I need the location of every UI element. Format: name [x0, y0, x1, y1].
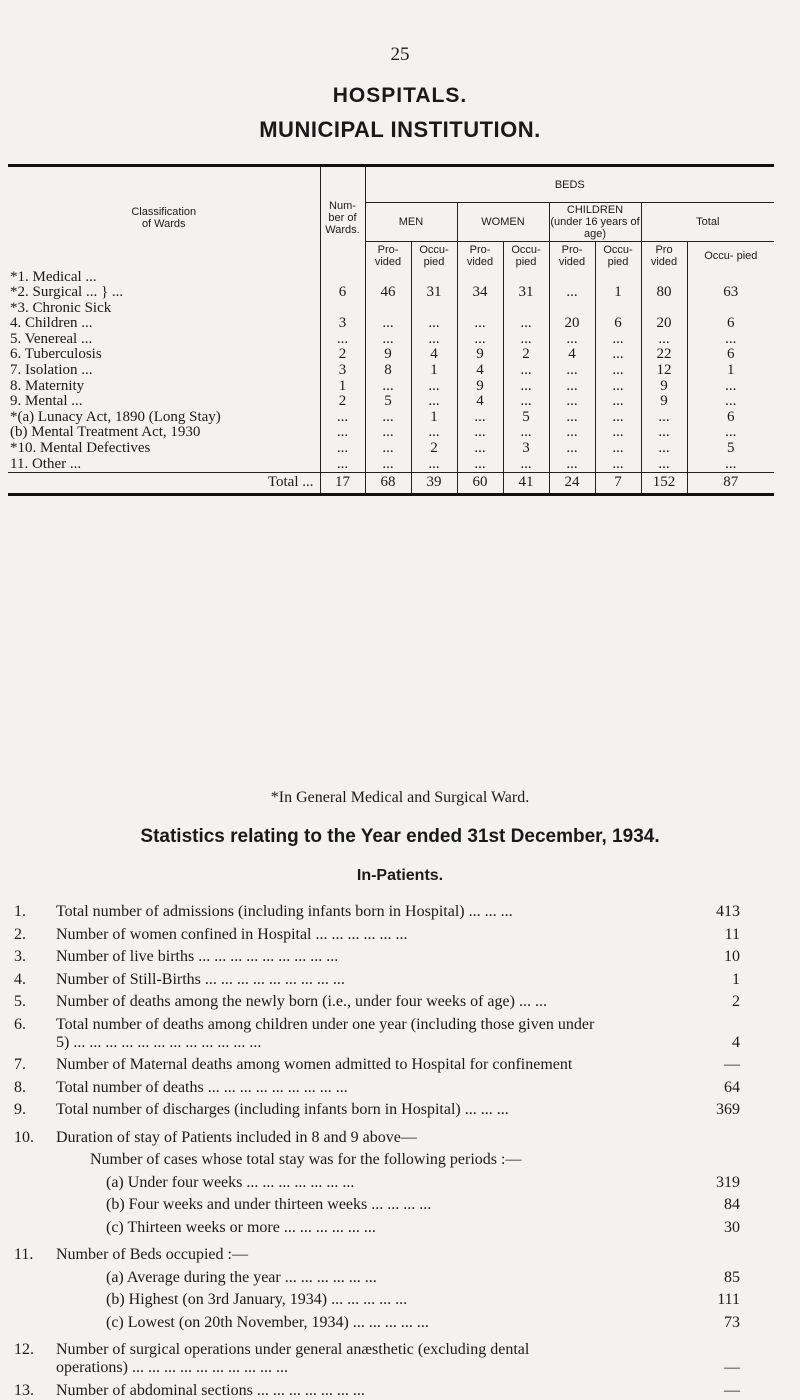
table-cell: ...	[595, 425, 641, 441]
stat-value: —	[724, 1381, 740, 1399]
stat-text: Number of deaths among the newly born (i.e., under four weeks of age) ... ...	[56, 993, 547, 1010]
inpatients-title: In-Patients.	[356, 867, 444, 884]
table-row	[8, 270, 774, 286]
stat-number: 11.	[14, 1246, 34, 1263]
table-cell: ...	[365, 457, 411, 473]
table-body	[8, 270, 774, 495]
table-cell: ...	[457, 441, 503, 457]
stat-number: 8.	[14, 1078, 26, 1096]
header-provided: Pro- vided	[457, 242, 503, 270]
stat-value: 4	[732, 1033, 740, 1051]
table-cell: 24	[549, 473, 595, 495]
table-cell: 7	[595, 473, 641, 495]
table-cell: ...	[503, 457, 549, 473]
total-row	[8, 473, 774, 495]
header-provided: Pro vided	[641, 242, 687, 270]
table-cell: ...	[320, 425, 365, 441]
table-cell	[503, 301, 549, 317]
table-cell: ...	[595, 347, 641, 363]
stat-text: (c) Lowest (on 20th November, 1934) ... ... ... ... ...	[106, 1313, 429, 1331]
table-cell: ...	[549, 379, 595, 395]
table-cell	[549, 301, 595, 317]
table-cell: 9	[457, 379, 503, 395]
table-cell: ...	[503, 425, 549, 441]
table-cell: ...	[503, 316, 549, 332]
table-cell: 87	[687, 473, 774, 495]
table-cell: ...	[411, 394, 457, 410]
table-cell: ...	[687, 394, 774, 410]
stat-number: 7.	[14, 1056, 26, 1073]
table-cell: 5	[503, 410, 549, 426]
table-cell: ...	[320, 410, 365, 426]
stat-text: (b) Four weeks and under thirteen weeks ... ... ... ...	[106, 1196, 432, 1213]
table-cell: 20	[549, 316, 595, 332]
stat-text: Number of live births ... ... ... ... ... ... ... ... ...	[56, 948, 339, 965]
stat-text: Number of cases whose total stay was for the following periods :—	[90, 1151, 522, 1168]
header-provided: Pro- vided	[549, 242, 595, 270]
table-cell: ...	[503, 379, 549, 395]
table-cell: ...	[687, 332, 774, 348]
table-cell: ...	[549, 441, 595, 457]
table-cell: 1	[411, 363, 457, 379]
table-cell: ...	[641, 410, 687, 426]
table-cell: ...	[365, 441, 411, 457]
table-cell: 68	[365, 473, 411, 495]
table-cell: 46	[365, 285, 411, 301]
table-cell: ...	[687, 379, 774, 395]
table-cell: ...	[457, 425, 503, 441]
table-cell: ...	[320, 457, 365, 473]
table-cell	[687, 301, 774, 317]
table-cell: 4	[549, 347, 595, 363]
table-cell: 1	[411, 410, 457, 426]
table-cell: 63	[687, 285, 774, 301]
stat-text: Number of Still-Births ... ... ... ... ... ... ... ... ...	[56, 970, 345, 988]
table-cell: 152	[641, 473, 687, 495]
table-cell: ...	[641, 457, 687, 473]
stat-value: 11	[724, 925, 740, 943]
header-women: WOMEN	[457, 203, 549, 242]
stat-number: 6.	[14, 1015, 26, 1033]
stat-text: Number of surgical operations under general anæsthetic (excluding dental	[56, 1341, 530, 1358]
table-cell: ...	[365, 316, 411, 332]
table-cell: 5	[365, 394, 411, 410]
table-cell: ...	[320, 441, 365, 457]
table-cell: ...	[595, 441, 641, 457]
header-provided: Pro- vided	[365, 242, 411, 270]
ward-label: (b) Mental Treatment Act, 1930	[10, 424, 201, 441]
table-cell: ...	[549, 394, 595, 410]
stat-number: 5.	[14, 993, 26, 1010]
beds-table	[8, 164, 774, 496]
ward-label: *3. Chronic Sick	[10, 299, 112, 316]
stat-value: 84	[724, 1196, 740, 1213]
footnote: *In General Medical and Surgical Ward.	[270, 789, 530, 806]
table-cell: ...	[503, 332, 549, 348]
table-cell: ...	[411, 457, 457, 473]
table-cell: 80	[641, 285, 687, 301]
table-cell: 3	[503, 441, 549, 457]
ward-label: 7. Isolation ...	[10, 362, 93, 379]
stat-number: 13.	[14, 1381, 34, 1399]
table-row	[8, 301, 774, 317]
stat-text: Total number of deaths among children under one year (including those given under	[56, 1015, 595, 1033]
ward-label: *10. Mental Defectives	[10, 440, 151, 457]
table-cell: ...	[641, 441, 687, 457]
ward-label: 6. Tuberculosis	[10, 346, 102, 363]
stat-value: 64	[724, 1078, 740, 1096]
section-title: MUNICIPAL INSTITUTION.	[259, 117, 541, 142]
stat-value: —	[724, 1056, 740, 1073]
table-cell: 31	[503, 285, 549, 301]
table-cell: ...	[549, 363, 595, 379]
header-men: MEN	[365, 203, 457, 242]
table-cell	[687, 270, 774, 286]
header-beds: BEDS	[365, 166, 774, 203]
table-row	[8, 363, 774, 379]
table-cell: ...	[549, 285, 595, 301]
header-classification: Classification of Wards	[131, 206, 197, 231]
table-cell: ...	[503, 363, 549, 379]
ward-label: 8. Maternity	[10, 377, 85, 394]
table-cell	[411, 270, 457, 286]
table-row	[8, 457, 774, 473]
table-cell: ...	[549, 425, 595, 441]
table-cell	[365, 270, 411, 286]
stat-text: Total number of discharges (including infants born in Hospital) ... ... ...	[56, 1101, 509, 1118]
stat-value: 30	[724, 1218, 740, 1236]
table-cell: ...	[320, 332, 365, 348]
stat-number: 10.	[14, 1128, 34, 1146]
stat-text: Total number of admissions (including infants born in Hospital) ... ... ...	[56, 903, 513, 920]
table-row	[8, 347, 774, 363]
table-cell: 2	[411, 441, 457, 457]
table-cell: ...	[457, 410, 503, 426]
table-row	[8, 441, 774, 457]
stat-number: 4.	[14, 970, 26, 988]
stat-text: Duration of stay of Patients included in 8 and 9 above—	[56, 1128, 417, 1146]
table-cell: 6	[687, 410, 774, 426]
page-number: 25	[390, 44, 410, 65]
table-cell: ...	[365, 410, 411, 426]
table-row	[8, 285, 774, 301]
table-cell: 6	[595, 316, 641, 332]
stat-value: 1	[732, 970, 740, 988]
header-total: Total	[641, 203, 774, 242]
ward-label: Total ...	[8, 473, 320, 495]
table-cell: 41	[503, 473, 549, 495]
ward-label: 5. Venereal ...	[10, 330, 93, 347]
stat-number: 9.	[14, 1101, 26, 1118]
table-cell	[457, 270, 503, 286]
table-cell: ...	[365, 332, 411, 348]
stat-text-continued: operations) ... ... ... ... ... ... ... ... ... ...	[56, 1359, 288, 1376]
table-cell	[595, 270, 641, 286]
stat-value: 73	[724, 1313, 740, 1331]
table-cell: ...	[457, 316, 503, 332]
stat-text: (a) Average during the year ... ... ... ... ... ...	[106, 1268, 377, 1286]
table-row	[8, 379, 774, 395]
table-cell: 60	[457, 473, 503, 495]
table-cell: 5	[687, 441, 774, 457]
table-cell	[641, 301, 687, 317]
stat-value: 111	[717, 1291, 740, 1308]
stat-value: 369	[716, 1101, 740, 1118]
table-cell: 17	[320, 473, 365, 495]
table-cell	[365, 301, 411, 317]
stat-value: 413	[716, 903, 740, 920]
ward-label: 11. Other ...	[10, 455, 82, 472]
table-cell: ...	[595, 363, 641, 379]
ward-label: *(a) Lunacy Act, 1890 (Long Stay)	[10, 408, 221, 425]
table-cell: 1	[595, 285, 641, 301]
header-occupied: Occu- pied	[595, 242, 641, 270]
table-cell: ...	[457, 332, 503, 348]
stat-value: 10	[724, 948, 740, 965]
table-cell: ...	[411, 332, 457, 348]
table-cell: ...	[595, 457, 641, 473]
table-row	[8, 394, 774, 410]
table-cell	[503, 270, 549, 286]
stat-number: 2.	[14, 925, 26, 943]
table-cell	[320, 301, 365, 317]
stats-title: Statistics relating to the Year ended 31st December, 1934.	[140, 826, 660, 847]
table-cell: 22	[641, 347, 687, 363]
table-cell: 31	[411, 285, 457, 301]
table-cell: 9	[641, 379, 687, 395]
table-cell: 8	[365, 363, 411, 379]
table-cell: ...	[411, 316, 457, 332]
stat-number: 1.	[14, 903, 26, 920]
table-cell	[320, 270, 365, 286]
table-cell: 3	[320, 316, 365, 332]
table-row	[8, 332, 774, 348]
table-cell: 9	[457, 347, 503, 363]
table-cell: ...	[687, 425, 774, 441]
table-cell: ...	[641, 332, 687, 348]
table-cell: ...	[411, 425, 457, 441]
table-cell: 9	[641, 394, 687, 410]
stat-value: 319	[716, 1173, 740, 1191]
stat-text: (b) Highest (on 3rd January, 1934) ... ... ... ... ...	[106, 1291, 408, 1308]
stat-text: Total number of deaths ... ... ... ... ... ... ... ... ...	[56, 1078, 348, 1096]
stat-text: (a) Under four weeks ... ... ... ... ... ... ...	[106, 1173, 355, 1191]
stat-text: (c) Thirteen weeks or more ... ... ... ... ... ...	[106, 1218, 376, 1236]
table-cell: ...	[641, 425, 687, 441]
stat-text: Number of abdominal sections ... ... ... ... ... ... ...	[56, 1381, 365, 1399]
table-cell: 6	[687, 316, 774, 332]
table-cell: 4	[457, 394, 503, 410]
table-cell	[457, 301, 503, 317]
header-num-wards: Num- ber of Wards.	[320, 166, 365, 270]
stat-value: 85	[724, 1268, 740, 1286]
table-cell: 34	[457, 285, 503, 301]
header-occupied: Occu- pied	[411, 242, 457, 270]
table-cell: 6	[320, 285, 365, 301]
table-cell: ...	[457, 457, 503, 473]
table-cell: 2	[503, 347, 549, 363]
header-occupied: Occu- pied	[687, 242, 774, 270]
stat-text: Number of women confined in Hospital ... ... ... ... ... ...	[56, 925, 408, 943]
table-cell: ...	[595, 332, 641, 348]
table-cell: ...	[365, 425, 411, 441]
table-cell: ...	[549, 332, 595, 348]
header-children: CHILDREN (under 16 years of age)	[550, 204, 640, 240]
stat-number: 3.	[14, 948, 26, 965]
header-occupied: Occu- pied	[503, 242, 549, 270]
ward-label: 9. Mental ...	[10, 393, 83, 410]
ward-label: *2. Surgical ... } ...	[10, 284, 124, 301]
stat-value: 2	[732, 993, 740, 1010]
table-cell: ...	[503, 394, 549, 410]
table-cell: 3	[320, 363, 365, 379]
table-cell: ...	[595, 410, 641, 426]
table-cell	[549, 270, 595, 286]
table-cell: ...	[365, 379, 411, 395]
table-cell	[641, 270, 687, 286]
table-cell: ...	[549, 457, 595, 473]
table-cell: 9	[365, 347, 411, 363]
table-cell: 4	[457, 363, 503, 379]
stat-text: Number of Maternal deaths among women admitted to Hospital for confinement	[56, 1056, 573, 1073]
stat-text: Number of Beds occupied :—	[56, 1246, 248, 1263]
ward-label: 4. Children ...	[10, 315, 93, 332]
table-cell: ...	[549, 410, 595, 426]
table-row	[8, 410, 774, 426]
table-cell: ...	[411, 379, 457, 395]
table-cell: 39	[411, 473, 457, 495]
table-row	[8, 316, 774, 332]
table-cell: ...	[687, 457, 774, 473]
table-cell	[595, 301, 641, 317]
table-cell: 1	[687, 363, 774, 379]
table-cell: 4	[411, 347, 457, 363]
table-cell: 2	[320, 394, 365, 410]
table-cell: ...	[595, 394, 641, 410]
stat-text-continued: 5) ... ... ... ... ... ... ... ... ... ... ... ...	[56, 1033, 262, 1051]
table-cell	[411, 301, 457, 317]
table-cell: 6	[687, 347, 774, 363]
stat-value: —	[724, 1359, 740, 1376]
table-cell: 1	[320, 379, 365, 395]
stat-number: 12.	[14, 1341, 34, 1358]
table-row	[8, 425, 774, 441]
table-cell: 2	[320, 347, 365, 363]
table-cell: ...	[595, 379, 641, 395]
page-title: HOSPITALS.	[332, 84, 468, 107]
ward-label: *1. Medical ...	[10, 268, 97, 285]
table-cell: 20	[641, 316, 687, 332]
table-cell: 12	[641, 363, 687, 379]
